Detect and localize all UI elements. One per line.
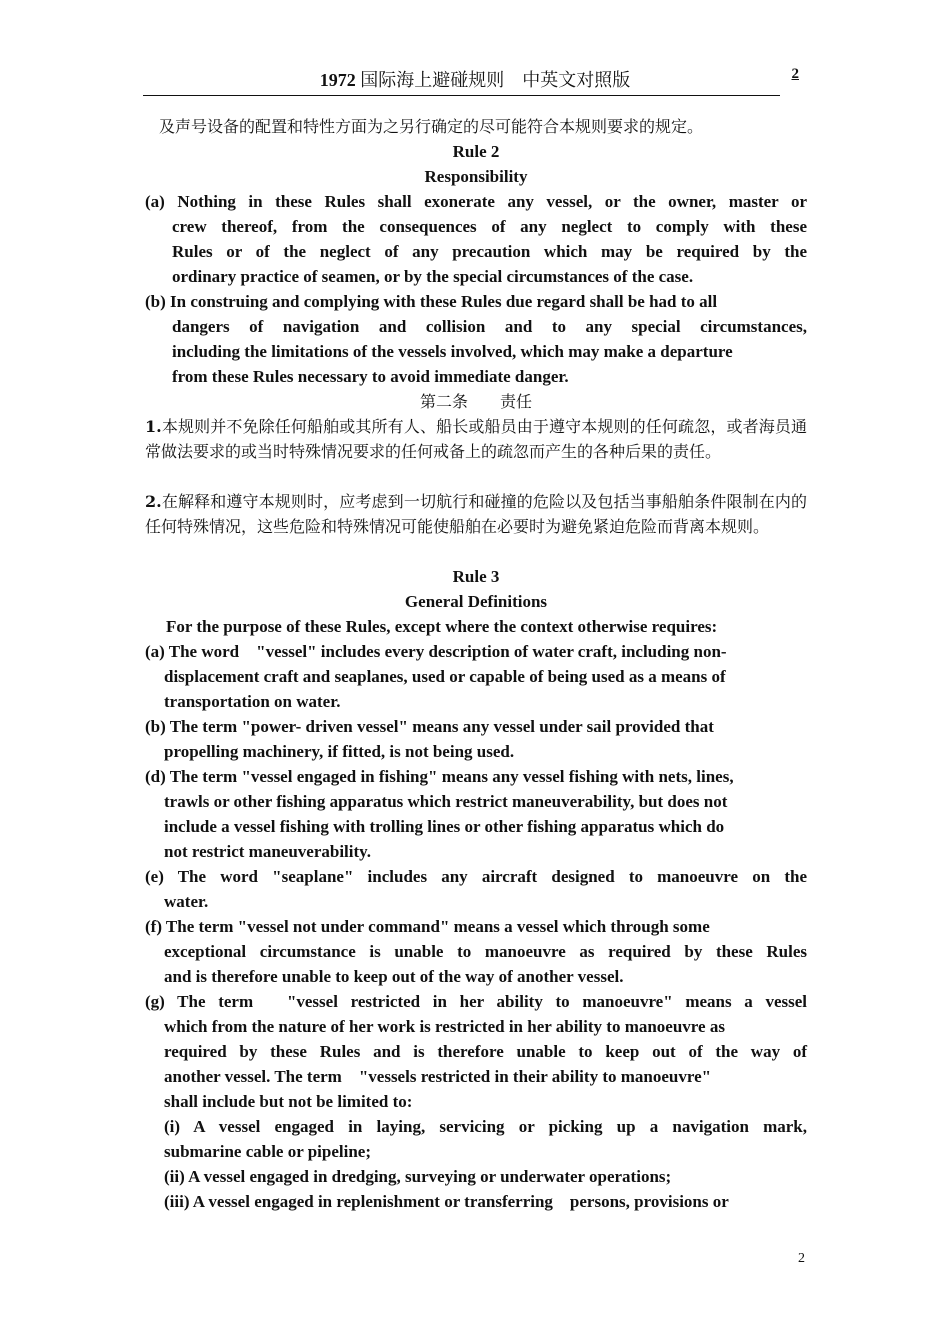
rule3-para-g: [145, 989, 807, 1214]
page-body: [145, 114, 807, 1214]
rule3-para-e-line: (e) The word "seaplane" includes any aircraft designed to manoeuvre on the: [145, 867, 807, 886]
rule2-para-b-line: dangers of navigation and collision and to any special circumstances,: [172, 317, 807, 336]
header-page-number: 2: [791, 66, 799, 82]
rule3-para-f: [145, 914, 807, 989]
rule2-heading: Rule 2: [452, 142, 500, 161]
rule2-cn-item2: [145, 489, 807, 564]
rule3-para-e: [145, 864, 807, 914]
rule3-para-b-line: (b) The term "power- driven vessel" means any vessel under sail provided that: [145, 717, 714, 736]
rule3-para-g-line: required by these Rules and is therefore unable to keep out of the way of: [164, 1042, 807, 1061]
rule3-para-g-line: (iii) A vessel engaged in replenishment or transferring persons, provisions or: [164, 1192, 729, 1211]
rule3-para-d-line: not restrict maneuverability.: [164, 842, 371, 861]
rule3-para-a-line: displacement craft and seaplanes, used or capable of being used as a means of: [164, 667, 726, 686]
rule2-para-a-line: (a) Nothing in these Rules shall exonerate any vessel, or the owner, master or: [145, 192, 807, 211]
rule3-para-f-line: exceptional circumstance is unable to manoeuvre as required by these Rules: [164, 942, 807, 961]
rule3-para-f-line: (f) The term "vessel not under command" means a vessel which through some: [145, 917, 710, 936]
rule3-para-b-line: propelling machinery, if fitted, is not being used.: [164, 742, 515, 761]
rule2-para-b-line: including the limitations of the vessels involved, which may make a departure: [172, 342, 733, 361]
rule3-para-a: [145, 639, 807, 714]
header-year: 1972: [319, 70, 356, 90]
header-title-text: 国际海上避碰规则 中英文对照版: [355, 70, 631, 90]
rule3-para-g-line: shall include but not be limited to:: [164, 1092, 413, 1111]
rule3-para-d-line: include a vessel fishing with trolling lines or other fishing apparatus which do: [164, 817, 725, 836]
rule3-para-g-line: (ii) A vessel engaged in dredging, surveying or underwater operations;: [164, 1167, 672, 1186]
rule3-para-e-line: water.: [164, 892, 209, 911]
header-divider: [143, 95, 780, 96]
rule2-cn-item1-text: 本规则并不免除任何船舶或其所有人、船长或船员由于遵守本规则的任何疏忽，或者海员通常做法要求的或当时特殊情况要求的任何戒备上的疏忽而产生的各种后果的责任。: [145, 417, 807, 461]
rule3-para-a-line: (a) The word "vessel" includes every description of water craft, including non-: [145, 642, 727, 661]
rule2-para-a-line: Rules or of the neglect of any precaution which may be required by the: [172, 242, 807, 261]
rule3-para-g-line: (g) The term "vessel restricted in her ability to manoeuvre" means a vessel: [145, 992, 807, 1011]
rule3-para-g-line: submarine cable or pipeline;: [164, 1142, 371, 1161]
rule2-para-b-line: from these Rules necessary to avoid immediate danger.: [172, 367, 569, 386]
rule2-cn-item1-number: 1.: [145, 417, 162, 436]
rule3-heading: Rule 3: [452, 567, 500, 586]
rule2-cn-item2-number: 2.: [145, 492, 162, 511]
rule3-para-d: [145, 764, 807, 864]
continuation-text: 及声号设备的配置和特性方面为之另行确定的尽可能符合本规则要求的规定。: [159, 117, 704, 136]
rule3-para-d-line: trawls or other fishing apparatus which restrict maneuverability, but does not: [164, 792, 728, 811]
rule2-cn-heading: 第二条 责任: [419, 392, 532, 411]
rule3-para-b: [145, 714, 807, 764]
rule3-title: General Definitions: [404, 592, 548, 611]
rule2-para-a-line: ordinary practice of seamen, or by the special circumstances of the case.: [172, 267, 694, 286]
rule3-para-f-line: and is therefore unable to keep out of the way of another vessel.: [164, 967, 624, 986]
rule3-para-g-line: which from the nature of her work is restricted in her ability to manoeuvre as: [164, 1017, 725, 1036]
rule3-para-g-line: another vessel. The term "vessels restricted in their ability to manoeuvre": [164, 1067, 712, 1086]
rule2-para-a-line: crew thereof, from the consequences of any neglect to comply with these: [172, 217, 807, 236]
footer-page-number: 2: [798, 1251, 805, 1266]
header-title: [143, 66, 807, 92]
rule2-para-b: [145, 289, 807, 389]
running-header: [143, 66, 807, 94]
rule2-para-a: [145, 189, 807, 289]
rule2-cn-item1: [145, 414, 807, 489]
rule2-title: Responsibility: [424, 167, 528, 186]
rule3-para-d-line: (d) The term "vessel engaged in fishing" means any vessel fishing with nets, lines,: [145, 767, 734, 786]
rule3-para-a-line: transportation on water.: [164, 692, 341, 711]
rule3-para-g-line: (i) A vessel engaged in laying, servicing or picking up a navigation mark,: [164, 1117, 807, 1136]
rule3-intro: For the purpose of these Rules, except where the context otherwise requires:: [166, 617, 718, 636]
rule2-cn-item2-text: 在解释和遵守本规则时，应考虑到一切航行和碰撞的危险以及包括当事船舶条件限制在内的任何特殊情况，这些危险和特殊情况可能使船舶在必要时为避免紧迫危险而背离本规则。: [145, 492, 807, 536]
rule2-para-b-line: (b) In construing and complying with these Rules due regard shall be had to all: [145, 292, 718, 311]
